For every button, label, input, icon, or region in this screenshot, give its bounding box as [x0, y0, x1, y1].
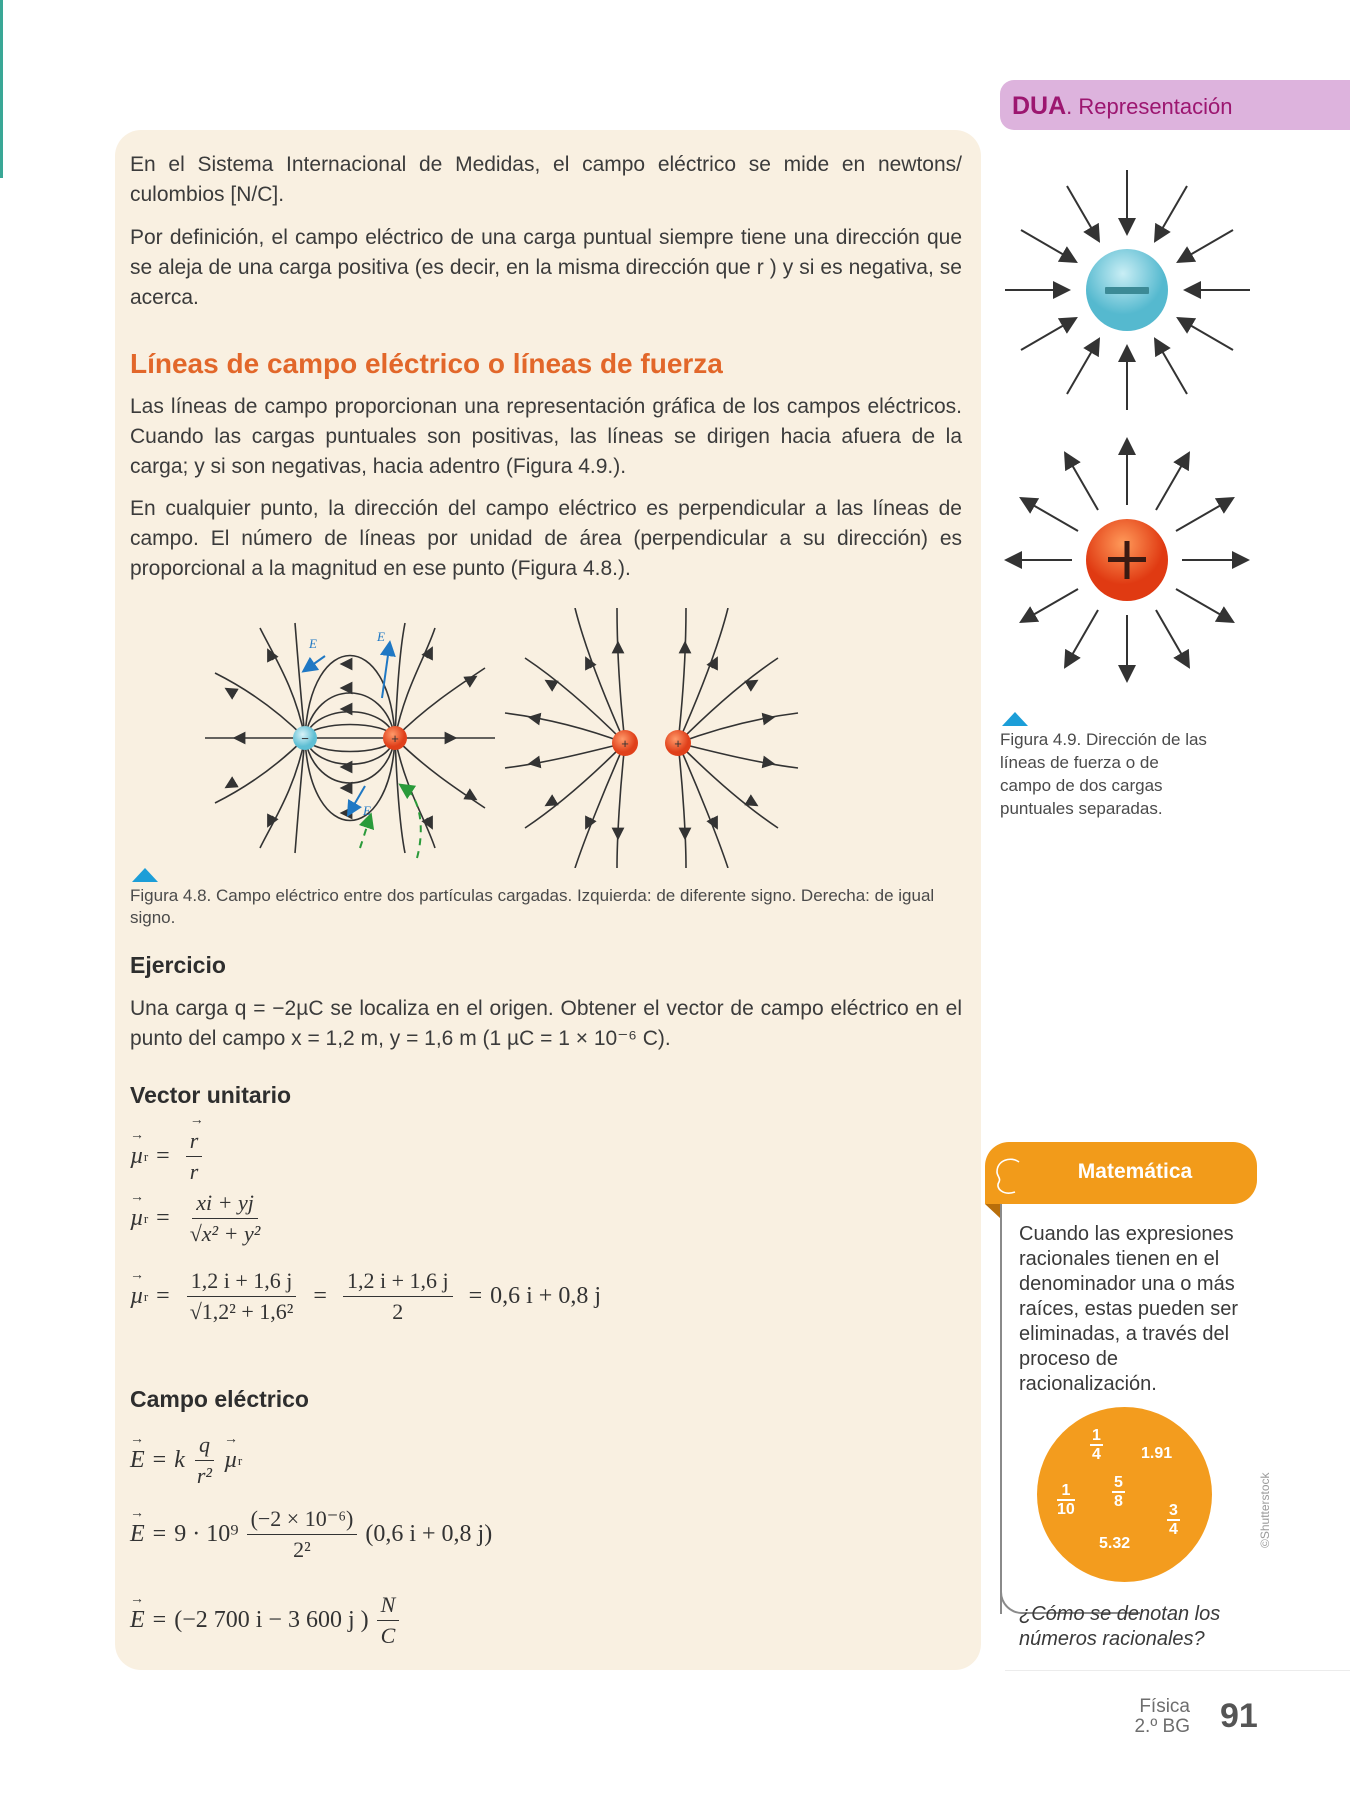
unit-vector-title: Vector unitario [130, 1082, 292, 1108]
svg-text:+: + [621, 736, 629, 751]
caption-marker-icon [1002, 712, 1028, 726]
electric-field-result: → E = (−2 700 i − 3 600 j ) $\frac{N}{C}$ [130, 1592, 407, 1649]
image-credit: ©Shutterstock [1258, 1472, 1272, 1548]
field-vector-label: E [309, 636, 317, 651]
svg-text:−: − [301, 731, 309, 746]
field-vector-label: E [363, 803, 371, 818]
dua-label: DUA [1012, 92, 1067, 120]
box-border [1000, 1204, 1002, 1614]
dua-banner [1000, 80, 1350, 130]
figure-4-9-caption: Figura 4.9. Dirección de las líneas de fuerza o de campo de dos cargas puntuales separadas. [1000, 730, 1207, 818]
svg-text:+: + [391, 731, 399, 746]
math-tip-title: Matemática [1077, 1160, 1193, 1183]
page-edge-rule [0, 0, 3, 178]
figure-4-9-point-charges [990, 160, 1270, 710]
main-content-panel [115, 130, 981, 1670]
unit-vector-equation-2: → µ r = $\frac{xi + yj}{\text{√x² + y²}}$ [130, 1190, 272, 1247]
caption-marker-icon [132, 868, 158, 882]
math-tip-box [985, 1142, 1257, 1662]
svg-text:+: + [674, 736, 682, 751]
electric-field-equation-1: → E = k $\frac{q}{\text{r²}}$ → µ r [130, 1432, 242, 1489]
electric-field-title: Campo eléctrico [130, 1386, 309, 1412]
section-heading: Líneas de campo eléctrico o líneas de fuerza [130, 348, 723, 379]
rational-numbers-illustration: 1 4 1.91 1 10 5 8 3 4 5.32 [1037, 1407, 1212, 1582]
exercise-statement: Una carga q = −2µC se localiza en el origen. Obtener el vector de campo eléctrico en el punto del campo x = 1,2 m, y = 1,6 m (1 µC = 1 × 10⁻⁶ C). [130, 997, 962, 1050]
footer-subject: Física 2.º BG [1134, 1696, 1190, 1737]
field-vector-label: E [377, 629, 385, 644]
figure-4-8-caption: Figura 4.8. Campo eléctrico entre dos partículas cargadas. Izquierda: de diferente signo. Derecha: de igual signo. [130, 886, 935, 927]
ribbon-fold [985, 1204, 1000, 1218]
paragraph-units: En el Sistema Internacional de Medidas, el campo eléctrico se mide en newtons/ culombios [N/C]. [130, 153, 962, 206]
figure-4-8-dipole-diagram [205, 608, 885, 868]
math-tip-header [985, 1142, 1257, 1204]
paragraph-definition: Por definición, el campo eléctrico de una carga puntual siempre tiene una dirección que se aleja de una carga positiva (es decir, en la misma dirección que r ) y si es negativa, se acerca. [130, 226, 962, 309]
unit-vector-equation-1: → µ r = → $\frac{r}{r}$ [130, 1128, 210, 1185]
math-tip-question: ¿Cómo se denotan los números racionales? [1019, 1603, 1221, 1650]
exercise-title: Ejercicio [130, 952, 226, 978]
dua-subtitle: . Representación [1066, 94, 1233, 119]
unit-vector-equation-3: → µ r = $\frac{1,2 i + 1,6 j}{\text{√1,2² + 1,6²}}$ = $\frac{1,2 i + 1,6 j}{2}$ = 0,6 i + 0,8 j [130, 1268, 601, 1325]
footer-divider [1005, 1670, 1350, 1671]
electric-field-equation-2: → E = 9 · 10⁹ $\frac{\text{(−2 × 10⁻⁶)}}{\text{2²}}$ (0,6 i + 0,8 j) [130, 1506, 492, 1563]
page-number: 91 [1220, 1697, 1258, 1735]
paragraph-field-lines: Las líneas de campo proporcionan una representación gráfica de los campos eléctricos. Cuando las cargas puntuales son positivas, las líneas se dirigen hacia afuera de la carga; y si son negativas, hacia adentro (Figura 4.9.). [130, 395, 962, 478]
paragraph-direction: En cualquier punto, la dirección del campo eléctrico es perpendicular a las líneas de campo. El número de líneas por unidad de área (perpendicular a su dirección) es proporcional a la magnitud en ese punto (Figura 4.8.). [130, 497, 962, 580]
math-tip-body: Cuando las expresiones racionales tienen en el denominador una o más raíces, estas pueden ser eliminadas, a través del proceso de racionalización. [1019, 1223, 1239, 1395]
